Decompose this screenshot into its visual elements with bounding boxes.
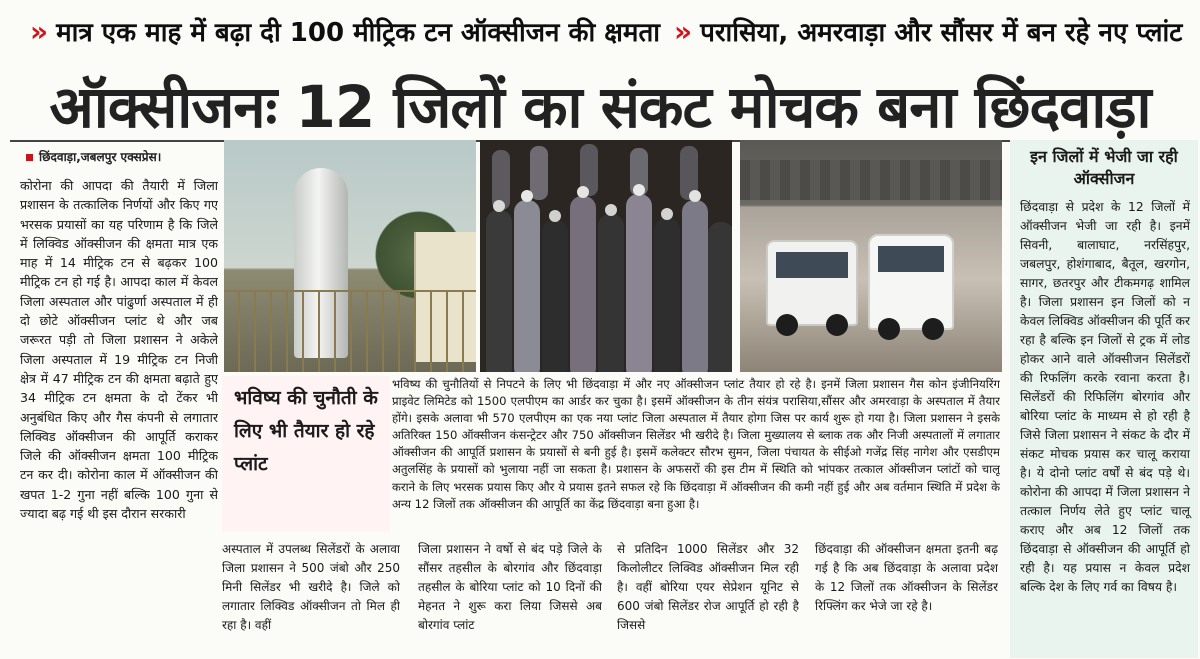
kicker-item-2: परासिया, अमरवाड़ा और सौंसर में बन रहे नए प्लांट	[700, 18, 1183, 48]
pull-quote-text: भविष्य की चुनौती के लिए भी तैयार हो रहे प्लांट	[234, 387, 378, 475]
chevron-marker-2: »	[674, 14, 693, 48]
photo-oxygen-cylinders	[480, 140, 732, 372]
kicker-item-1: मात्र एक माह में बढ़ा दी 100 मीट्रिक टन ऑक्सीजन की क्षमता	[56, 18, 661, 48]
chevron-marker-1: »	[30, 14, 49, 48]
photo-vehicles-shed	[740, 140, 1002, 372]
article-bottom-column-2: जिला प्रशासन ने वर्षो से बंद पड़े जिले के सौंसर तहसील के बोरगांव और छिंदवाड़ा तहसील के बोरिया प्लांट को 10 दिनों की मेहनत ने शुरू करा लिया जिससे अब बोरगांव प्लांट	[418, 542, 602, 632]
kicker-line	[0, 0, 1200, 62]
byline: छिंदवाड़ा,जबलपुर एक्सप्रेस।	[26, 148, 161, 165]
article-bottom-column-4: छिंदवाड़ा की ऑक्सीजन क्षमता इतनी बढ़ गई है कि अब छिंदवाड़ा के अलावा प्रदेश के 12 जिलों तक ऑक्सीजन के सिलेंडर रिफ्लिंग कर भेजे जा रहे है।	[815, 542, 998, 613]
pull-quote-box	[222, 376, 390, 532]
headline: ऑक्सीजनः 12 जिलों का संकट मोचक बना छिंदवाड़ा	[49, 72, 1151, 141]
article-bottom-column-1: अस्पताल में उपलब्ध सिलेंडरों के अलावा जिला प्रशासन ने 500 जंबो और 250 मिनी सिलेंडर भी खरीदे है। जिले को लगातार लिक्विड ऑक्सीजन तो मिल ही रहा है। वहीं	[222, 542, 400, 632]
sidebar-body: छिंदवाड़ा से प्रदेश के 12 जिलों में ऑक्सीजन भेजी जा रही है। इनमें सिवनी, बालाघाट, नरसिंहपुर, जबलपुर, होशंगाबाद, बैतूल, खरगोन, सागर, छतरपुर और टीकमगढ़ शामिल है। जिला प्रशासन इन जिलों को न केवल लिक्विड ऑक्सीजन की पूर्ति कर रहा है बल्कि इन जिलों से ट्रक में लोड होकर आने वाले ऑक्सीजन सिलेंडरों की रिफलिंग करके रवाना करता है। सिलेंडरों की रिफिलिंग बोरगांव और बोरिया प्लांट के माध्यम से हो रही है जिसे जिला प्रशासन ने संकट के दौर में संकट मोचक प्रयास कर चालू कराया है। ये दोनो प्लांट वर्षों से बंद पड़े थे। कोरोना की आपदा में जिला प्रशासन ने तत्काल निर्णय लेते हुए प्लांट चालू कराए और अब 12 जिलों तक छिंदवाड़ा से ऑक्सीजन की आपूर्ति हो रही है। यह प्रयास न केवल प्रदेश बल्कि देश के लिए गर्व का विषय है।	[1020, 200, 1190, 594]
article-column-1: कोरोना की आपदा की तैयारी में जिला प्रशासन के तत्कालिक निर्णयों और किए गए भरसक प्रयासों का यह परिणाम है कि जिले में लिक्विड ऑक्सीजन की क्षमता मात्र एक माह में 14 मीट्रिक टन से बढ़कर 100 मीट्रिक टन हो गई है। आपदा काल में केवल जिला अस्पताल और पांढुर्णा अस्पताल में ही दो छोटे ऑक्सीजन प्लांट थे और जब जरूरत पड़ी तो जिला प्रशासन ने अकेले जिला अस्पताल में 19 मीट्रिक टन निजी क्षेत्र में 47 मीट्रिक टन की क्षमता बढ़ाते हुए 34 मीट्रिक टन क्षमता के दो टेंकर भी अनुबंधित किए और गैस कंपनी से लगातार लिक्विड ऑक्सीजन की आपूर्ति कराकर जिले की ऑक्सीजन क्षमता 100 मीट्रिक टन कर दी। कोरोना काल में ऑक्सीजन की खपत 1-2 गुना नहीं बल्कि 100 गुना से ज्यादा बढ़ गई थी इस दौरान सरकारी	[20, 178, 218, 522]
sidebar-box	[1010, 140, 1198, 658]
photo-oxygen-tank	[224, 140, 476, 372]
article-middle-paragraph: भविष्य की चुनौतियों से निपटने के लिए भी छिंदवाड़ा में और नए ऑक्सीजन प्लांट तैयार हो रहे है। इनमें जिला प्रशासन गैस कोन इंजीनियरिंग प्राइवेट लिमिटेड को 1500 एलपीएम का आर्डर कर चुका है। इसमें ऑक्सीजन के तीन संयंत्र परासिया,सौंसर और अमरवाड़ा के अस्पताल में तैयार होंगे। इसके अलावा भी 570 एलपीएम का एक नया प्लांट जिला अस्पताल में तैयार होगा जिस पर कार्य शुरू हो गया है। जिला प्रशासन ने इसके अतिरिक्त 150 ऑक्सीजन कंसन्ट्रेटर और 750 ऑक्सीजन सिलेंडर भी खरीदे है। जिला मुख्यालय से ब्लाक तक और निजी अस्पतालों में लगातार ऑक्सीजन की आपूर्ति प्रशासन के प्रयासों से बनी हुई है। इसमें कलेक्टर सौरभ सुमन, जिला पंचायत के सीईओ गजेंद्र सिंह नागेश और एसडीएम अतुलसिंह के प्रयासों को भुलाया नहीं जा सकता है। प्रशासन के अफसरों की इस टीम में स्थिति को भांपकर तत्काल ऑक्सीजन प्लांटों को चालू कराने के लिए भरसक प्रयास किए और ये प्रयास इतने सफल रहे कि छिंदवाड़ा में ऑक्सीजन की कमी नहीं हुई और अब वर्तमान स्थिति में प्रदेश के अन्य 12 जिलों तक ऑक्सीजन की आपूर्ति का केंद्र छिंदवाड़ा बना हुआ है।	[392, 377, 1000, 511]
article-bottom-column-3: से प्रतिदिन 1000 सिलेंडर और 32 किलोलीटर लिक्विड ऑक्सीजन मिल रही है। वहीं बोरिया एयर सेप्रेशन यूनिट से 600 जंबो सिलेंडर रोज आपूर्ति हो रही है जिससे	[617, 542, 799, 632]
sidebar-title: इन जिलों में भेजी जा रही ऑक्सीजन	[1030, 147, 1178, 188]
